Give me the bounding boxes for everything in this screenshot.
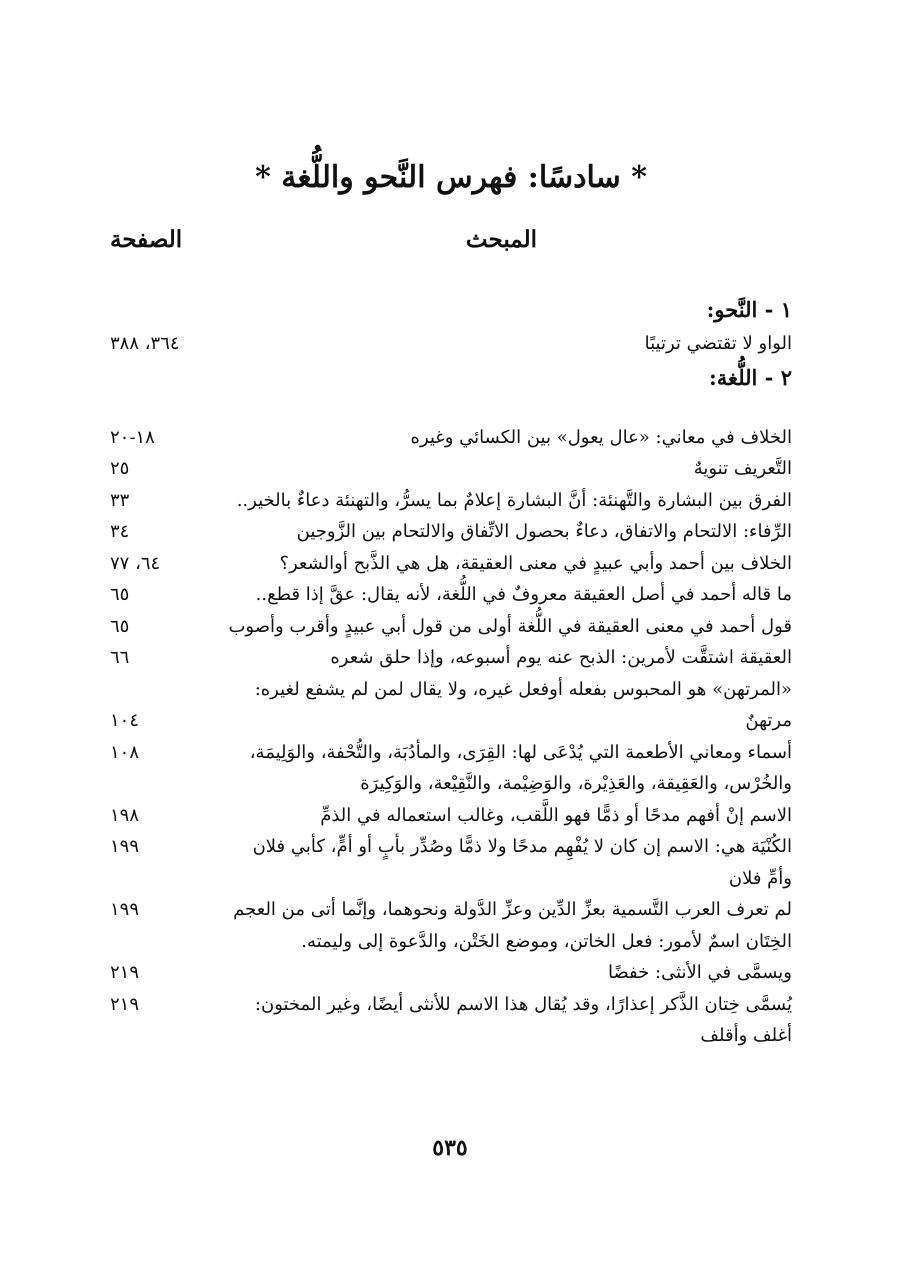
section-heading-language: ٢ - اللُّغة:: [709, 364, 792, 390]
entry-topic: الكُنْيَة هي: الاسم إن كان لا يُفْهِم مدحًا ولا ذمًّا وصُدِّر بأبٍ أو أمٍّ، كأبي فلان: [252, 836, 792, 857]
entry-page-reference: ١٩٩: [110, 836, 140, 857]
index-entry: [110, 989, 792, 1052]
index-entry: [110, 328, 792, 360]
entry-text: [186, 989, 792, 1052]
entry-page-reference: ٦٦: [110, 647, 130, 668]
index-entry: [110, 485, 792, 517]
entry-text: [186, 800, 792, 832]
language-entries: [110, 422, 792, 1052]
entry-topic-continuation: والخُرْس، والعَقِيقة، والعَذِيْرة، والوَضِيْمة، والنَّقِيْعة، والوَكِيرَة: [360, 773, 792, 794]
entry-text: [186, 453, 792, 485]
index-entry: [110, 674, 792, 737]
entry-text: [186, 926, 792, 958]
entry-page-reference: ٢١٩: [110, 962, 140, 983]
index-entry: [110, 516, 792, 548]
entry-topic: الواو لا تقتضي ترتيبًا: [644, 333, 792, 354]
entry-text: [186, 422, 792, 454]
entry-text: [186, 642, 792, 674]
entry-text: [186, 485, 792, 517]
entry-topic: الخِتَان اسمٌ لأمور: فعل الخاتن، وموضع الخَتْن، والدَّعوة إلى وليمته.: [301, 930, 792, 952]
entry-topic-continuation: وأمِّ فلان: [728, 867, 792, 889]
entry-topic: أسماء ومعاني الأطعمة التي يُدْعَى لها: القِرَى، والمأدُبَة، والتُّحْفة، والوَلِيمَة،: [249, 741, 792, 763]
entry-page-reference: ١٨-٢٠: [110, 426, 155, 448]
page-column-header: الصفحة: [110, 226, 183, 253]
entry-page-reference: ٣٣: [110, 489, 130, 511]
entry-page-reference: ٢٥: [110, 458, 130, 479]
index-entry: [110, 453, 792, 485]
section-heading-grammar: ١ - النَّحو:: [706, 297, 792, 322]
entry-page-reference: ١٩٩: [110, 899, 140, 920]
entry-page-reference: ٦٥: [110, 615, 130, 637]
entry-page-reference: ١٠٤: [110, 710, 140, 731]
index-entry: [110, 737, 792, 800]
entry-text: [186, 548, 792, 580]
index-entry: [110, 926, 792, 958]
page-title: * سادسًا: فهرس النَّحو واللُّغة *: [255, 160, 647, 195]
entry-topic: ويسمَّى في الأنثى: خفضًا: [607, 962, 792, 983]
entry-topic: العقيقة اشتقَّت لأمرين: الذبح عنه يوم أسبوعه، وإذا حلق شعره: [330, 647, 792, 668]
entry-topic: الخلاف بين أحمد وأبي عبيدٍ في معنى العقيقة، هل هي الذَّبح أوالشعر؟: [279, 552, 792, 574]
entry-topic: ما قاله أحمد في أصل العقيقة معروفٌ في اللُّغة، لأنه يقال: عقَّ إذا قطع..: [255, 584, 792, 605]
entry-text: [186, 737, 792, 800]
grammar-entries: [110, 328, 792, 360]
index-entry: [110, 894, 792, 926]
index-entry: [110, 642, 792, 674]
index-entry: [110, 548, 792, 580]
entry-topic: الاسم إنْ أفهم مدحًا أو ذمًّا فهو اللَّقب، وغالب استعماله في الذمِّ: [320, 804, 792, 826]
entry-text: [186, 516, 792, 548]
index-entry: [110, 800, 792, 832]
entry-topic: لم تعرف العرب التَّسمية بعزِّ الدِّين وعزِّ الدَّولة ونحوهما، وإنَّما أتى من العجم: [233, 899, 792, 920]
entry-text: [186, 328, 792, 360]
entry-topic: «المرتهن» هو المحبوس بفعله أوفعل غيره، ولا يقال لمن لم يشفع لغيره:: [254, 678, 792, 700]
entry-topic: قول أحمد في معنى العقيقة في اللُّغة أولى من قول أبي عبيدٍ وأقرب وأصوب: [228, 615, 792, 637]
index-entry: [110, 422, 792, 454]
entry-topic: الخلاف في معاني: «عال يعول» بين الكسائي وغيره: [410, 426, 792, 448]
index-entry: [110, 579, 792, 611]
entry-topic-continuation: مرتهنٌ: [745, 710, 792, 731]
entry-text: [186, 579, 792, 611]
section-gap: [110, 396, 792, 422]
entry-page-reference: ٢١٩: [110, 993, 140, 1015]
entry-text: [186, 957, 792, 989]
entry-text: [186, 831, 792, 894]
column-headers: [110, 222, 792, 270]
entry-page-reference: ١٩٨: [110, 804, 140, 826]
entry-topic: الرِّفاء: الالتحام والاتفاق، دعاءٌ بحصول الاتِّفاق والالتحام بين الزَّوجين: [296, 521, 792, 542]
entry-page-reference: ٣٦٤، ٣٨٨: [110, 333, 180, 354]
index-page: [110, 150, 792, 1190]
entry-text: [186, 674, 792, 737]
entry-page-reference: ٦٤، ٧٧: [110, 552, 161, 574]
index-entry: [110, 957, 792, 989]
entry-text: [186, 611, 792, 643]
entry-topic-continuation: أغلف وأقلف: [700, 1025, 792, 1046]
entry-topic: الفرق بين البشارة والتَّهنئة: أنَّ البشارة إعلامٌ بما يسرُّ، والتهنئة دعاءٌ بالخير..: [236, 489, 792, 511]
entry-page-reference: ٣٤: [110, 521, 130, 542]
page-number: ٥٣٥: [432, 1135, 468, 1161]
entry-text: [186, 894, 792, 926]
entry-topic: يُسمَّى خِتان الذَّكر إعذارًا، وقد يُقال هذا الاسم للأنثى أيضًا، وغير المختون:: [254, 993, 792, 1015]
index-entry: [110, 831, 792, 894]
entry-page-reference: ٦٥: [110, 584, 130, 605]
entry-topic: التَّعريف تنويهٌ: [693, 458, 792, 479]
index-entry: [110, 611, 792, 643]
entry-page-reference: ١٠٨: [110, 741, 140, 763]
topic-column-header: المبحث: [465, 226, 537, 253]
